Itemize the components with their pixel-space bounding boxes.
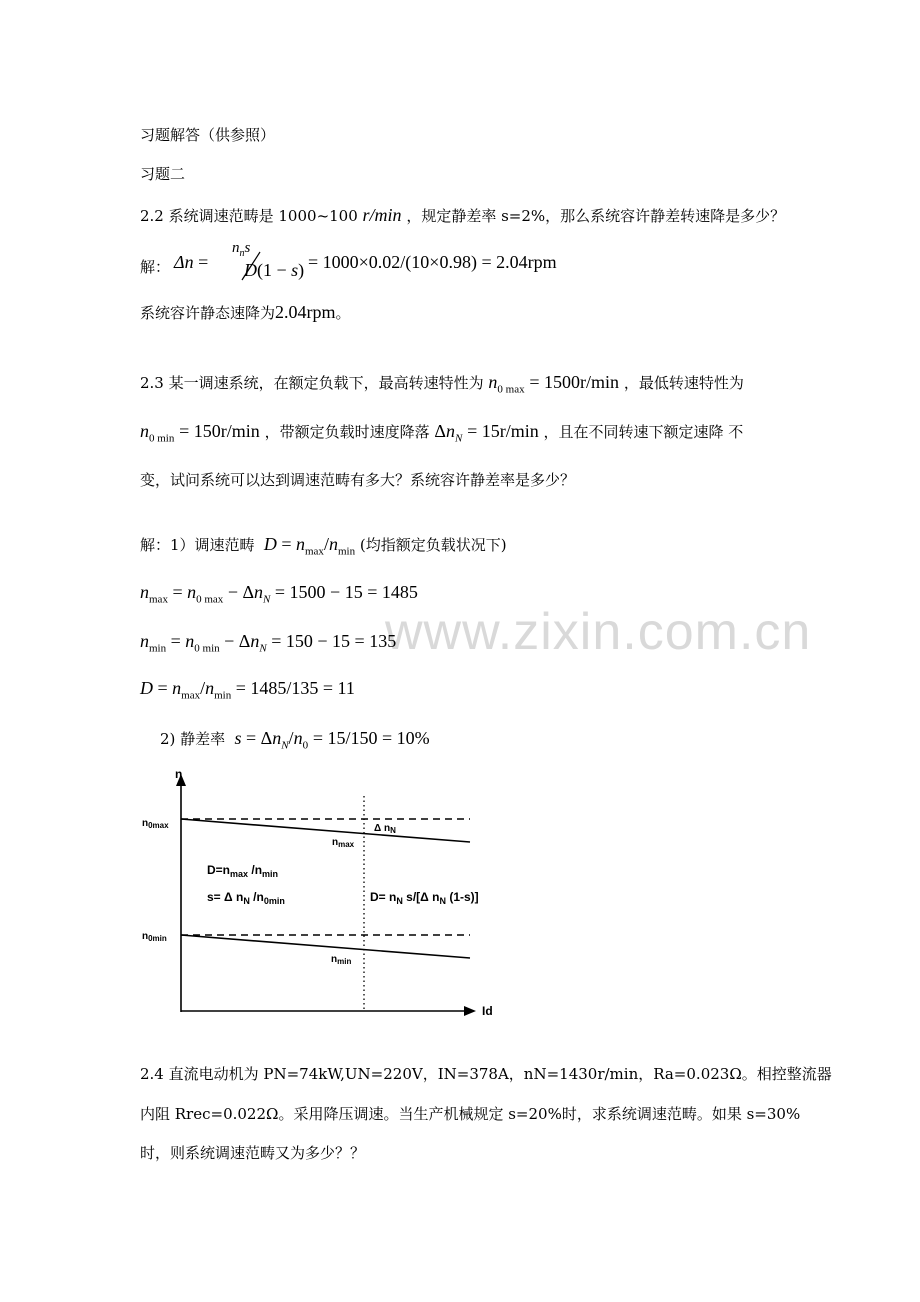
q22-unit: r/min xyxy=(362,205,402,225)
q22-conclusion xyxy=(140,302,351,323)
q23-delta-nN: $\Delta n_N$ xyxy=(434,421,463,445)
q23-eq-nmax: $n_{max} = n_{0 max} - \Delta n_N = 1500 - 15 = 1485$ xyxy=(140,582,418,606)
high-speed-characteristic xyxy=(181,819,470,842)
q23-eq-nmin: $n_{min} = n_{0 min} - \Delta n_N = 150 - 15 = 135$ xyxy=(140,631,397,655)
q23-part2-rhs: = 15/150 = 10% xyxy=(312,728,430,748)
n0max-label: $n_{0max}$ xyxy=(142,818,169,830)
q22-conclusion-value: 2.04rpm xyxy=(275,302,336,322)
q23-sol-note: (均指额定负载状况下) xyxy=(359,536,507,554)
speed-characteristic-diagram xyxy=(130,766,510,1028)
delta-nN-label: Δ $n_N$ xyxy=(374,823,396,835)
watermark: www.zixin.com.cn xyxy=(385,603,812,661)
q24-line2: 内阻 Rrec=0.022Ω。采用降压调速。当生产机械规定 s=20%时，求系统调速范畴。如果 s=30% xyxy=(140,1105,801,1123)
q23-line3: 变，试问系统可以达到调速范畴有多大？系统容许静差率是多少？ xyxy=(140,471,576,489)
doc-title: 习题解答（供参照） xyxy=(140,126,276,144)
x-axis-label: Id xyxy=(482,1004,493,1018)
q24-line3: 时，则系统调速范畴又为多少？？ xyxy=(140,1144,366,1162)
q22-conclusion-text: 系统容许静态速降为 xyxy=(140,304,276,322)
q23-line2 xyxy=(140,421,743,445)
q23-sol-part1 xyxy=(140,534,507,558)
formula-s: s= Δ $n_N$ $/n_{0min}$ xyxy=(207,890,285,906)
low-speed-characteristic xyxy=(181,935,470,958)
q23-line1-prefix: 2.3 某一调速系统，在额定负载下，最高转速特性为 xyxy=(140,374,484,392)
q22-delta-n: Δn = xyxy=(174,252,209,272)
q24-line1: 2.4 直流电动机为 PN=74kW,UN=220V，IN=378A，nN=1430r/min，Ra=0.023Ω。相控整流器 xyxy=(140,1065,832,1083)
q23-part2-label: 2) 静差率 xyxy=(160,730,226,748)
q23-line2-suffix: ，且在不同转速下额定速降 不 xyxy=(543,423,744,441)
q22-formula-rhs: = 1000×0.02/(10×0.98) = 2.04rpm xyxy=(308,252,557,272)
q23-line2-formula2: = 15r/min xyxy=(467,421,539,441)
y-axis-label: n xyxy=(175,767,183,781)
q22-denominator: D(1 − s) xyxy=(244,260,305,280)
q22-solution-label: 解： xyxy=(140,258,171,276)
nmax-label: $n_{max}$ xyxy=(332,837,355,849)
q23-sol-part2 xyxy=(160,728,430,752)
q23-line2-formula: = 150r/min xyxy=(179,421,260,441)
q22-conclusion-end: 。 xyxy=(335,304,351,322)
q23-D-def: $D = n_{max}/n_{min}$ xyxy=(263,534,356,558)
x-axis-arrow-icon xyxy=(464,1006,476,1016)
q23-line2-mid: ，带额定负载时速度降落 xyxy=(264,423,430,441)
nmin-label: $n_{min}$ xyxy=(331,954,352,966)
formula-D: $D=n_{max}$ $/n_{min}$ xyxy=(207,863,279,879)
q22-suffix: ，规定静差率 s=2%，那么系统容许静差转速降是多少？ xyxy=(406,207,786,225)
q23-n0min: $n_{0 min}$ xyxy=(140,421,175,445)
formula-right: $D= n_N$ s/[Δ $n_N$ (1-s)] xyxy=(370,890,479,906)
q23-line1 xyxy=(140,372,744,396)
q22-prefix: 2.2 系统调速范畴是 1000~100 xyxy=(140,207,358,225)
q23-line1-formula: = 1500r/min xyxy=(529,372,620,392)
q23-line1-suffix: ，最低转速特性为 xyxy=(623,374,744,392)
q23-eq-D: $D = n_{max}/n_{min} = 1485/135 = 11$ xyxy=(140,678,355,702)
chapter-heading: 习题二 xyxy=(140,165,186,183)
q22-numerator: $n_ns$ xyxy=(232,240,251,259)
n0min-label: $n_{0min}$ xyxy=(142,931,167,943)
q23-n0max: $n_{0 max}$ xyxy=(488,372,525,396)
q23-sol-label: 解：1）调速范畴 xyxy=(140,536,255,554)
q22-question xyxy=(140,205,785,226)
q23-s-def: $s = \Delta n_N/n_0$ xyxy=(234,728,309,752)
